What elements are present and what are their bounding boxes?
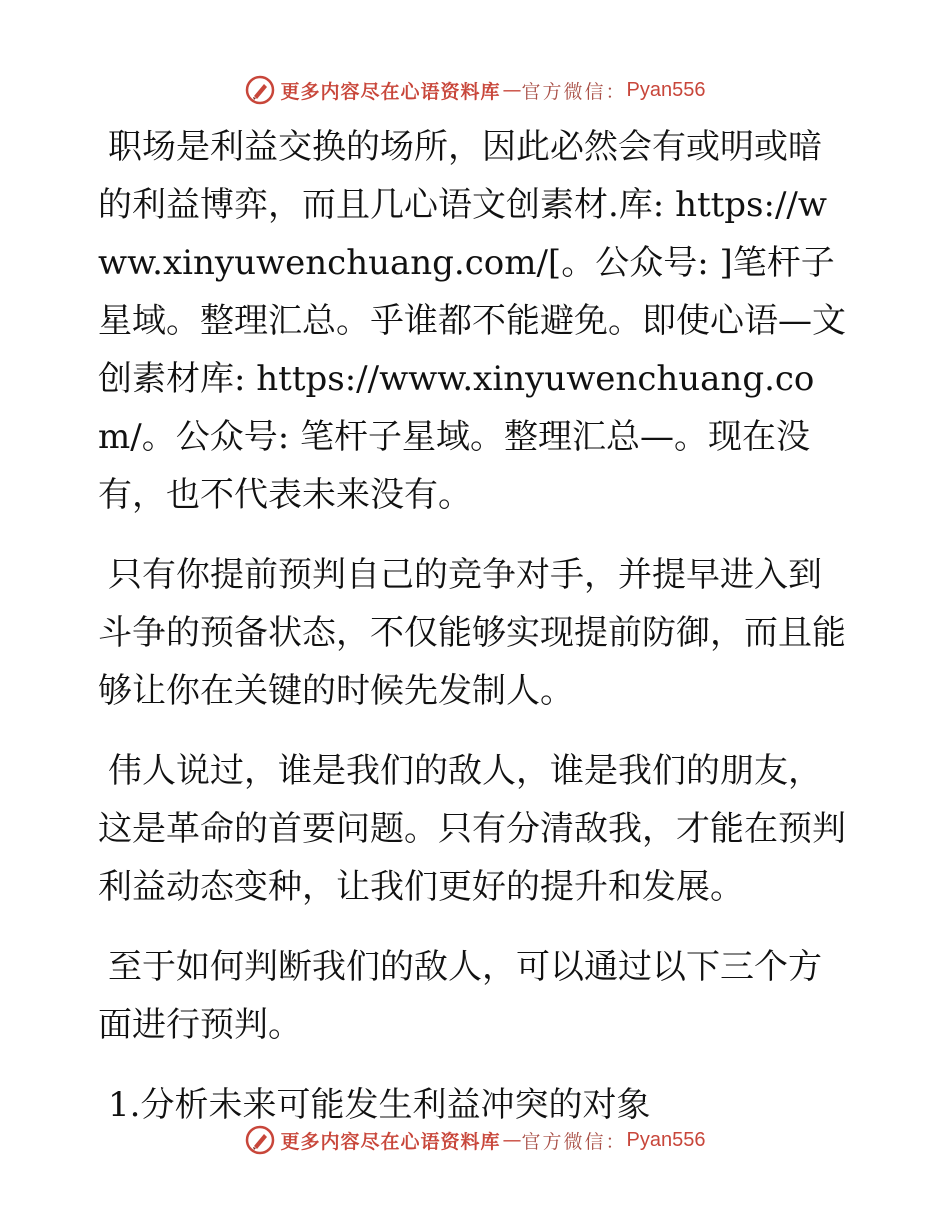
banner-wechat-id: Pyan556	[626, 1128, 706, 1151]
banner-title: 更多内容尽在心语资料库	[280, 1130, 501, 1153]
header-banner	[0, 70, 950, 110]
document-body	[98, 118, 850, 1156]
paragraph-3: 伟人说过，谁是我们的敌人，谁是我们的朋友，这是革命的首要问题。只有分清敌我，才能在预判利益动态变种，让我们更好的提升和发展。	[98, 751, 846, 907]
paragraph-2: 只有你提前预判自己的竞争对手，并提早进入到斗争的预备状态，不仅能够实现提前防御，而且能够让你在关键的时候先发制人。	[98, 555, 846, 711]
pen-logo-icon	[245, 1125, 275, 1155]
paragraph-1: 职场是利益交换的场所，因此必然会有或明或暗的利益博弈，而且几心语文创素材.库: https://www.xinyuwenchuang.com/[。公众号: ]笔杆子星域。整理汇总。乎谁都不能避免。即使心语—文创素材库: https://www.xinyuwenchuang.com/。公众号: 笔杆子星域。整理汇总—。现在没有，也不代表未来没有。	[98, 127, 846, 515]
paragraph-4: 至于如何判断我们的敌人，可以通过以下三个方面进行预判。	[98, 947, 822, 1045]
banner-separator: —	[502, 79, 520, 101]
banner-title: 更多内容尽在心语资料库	[280, 80, 501, 103]
banner-wechat-id: Pyan556	[626, 78, 706, 101]
banner-separator: —	[502, 1129, 520, 1151]
banner-wechat-label: 官方微信：	[521, 1130, 627, 1153]
footer-banner	[0, 1120, 950, 1160]
banner-wechat-label: 官方微信：	[521, 80, 627, 103]
paragraph-5-heading: 1.分析未来可能发生利益冲突的对象	[108, 1085, 651, 1125]
pen-logo-icon	[245, 75, 275, 105]
